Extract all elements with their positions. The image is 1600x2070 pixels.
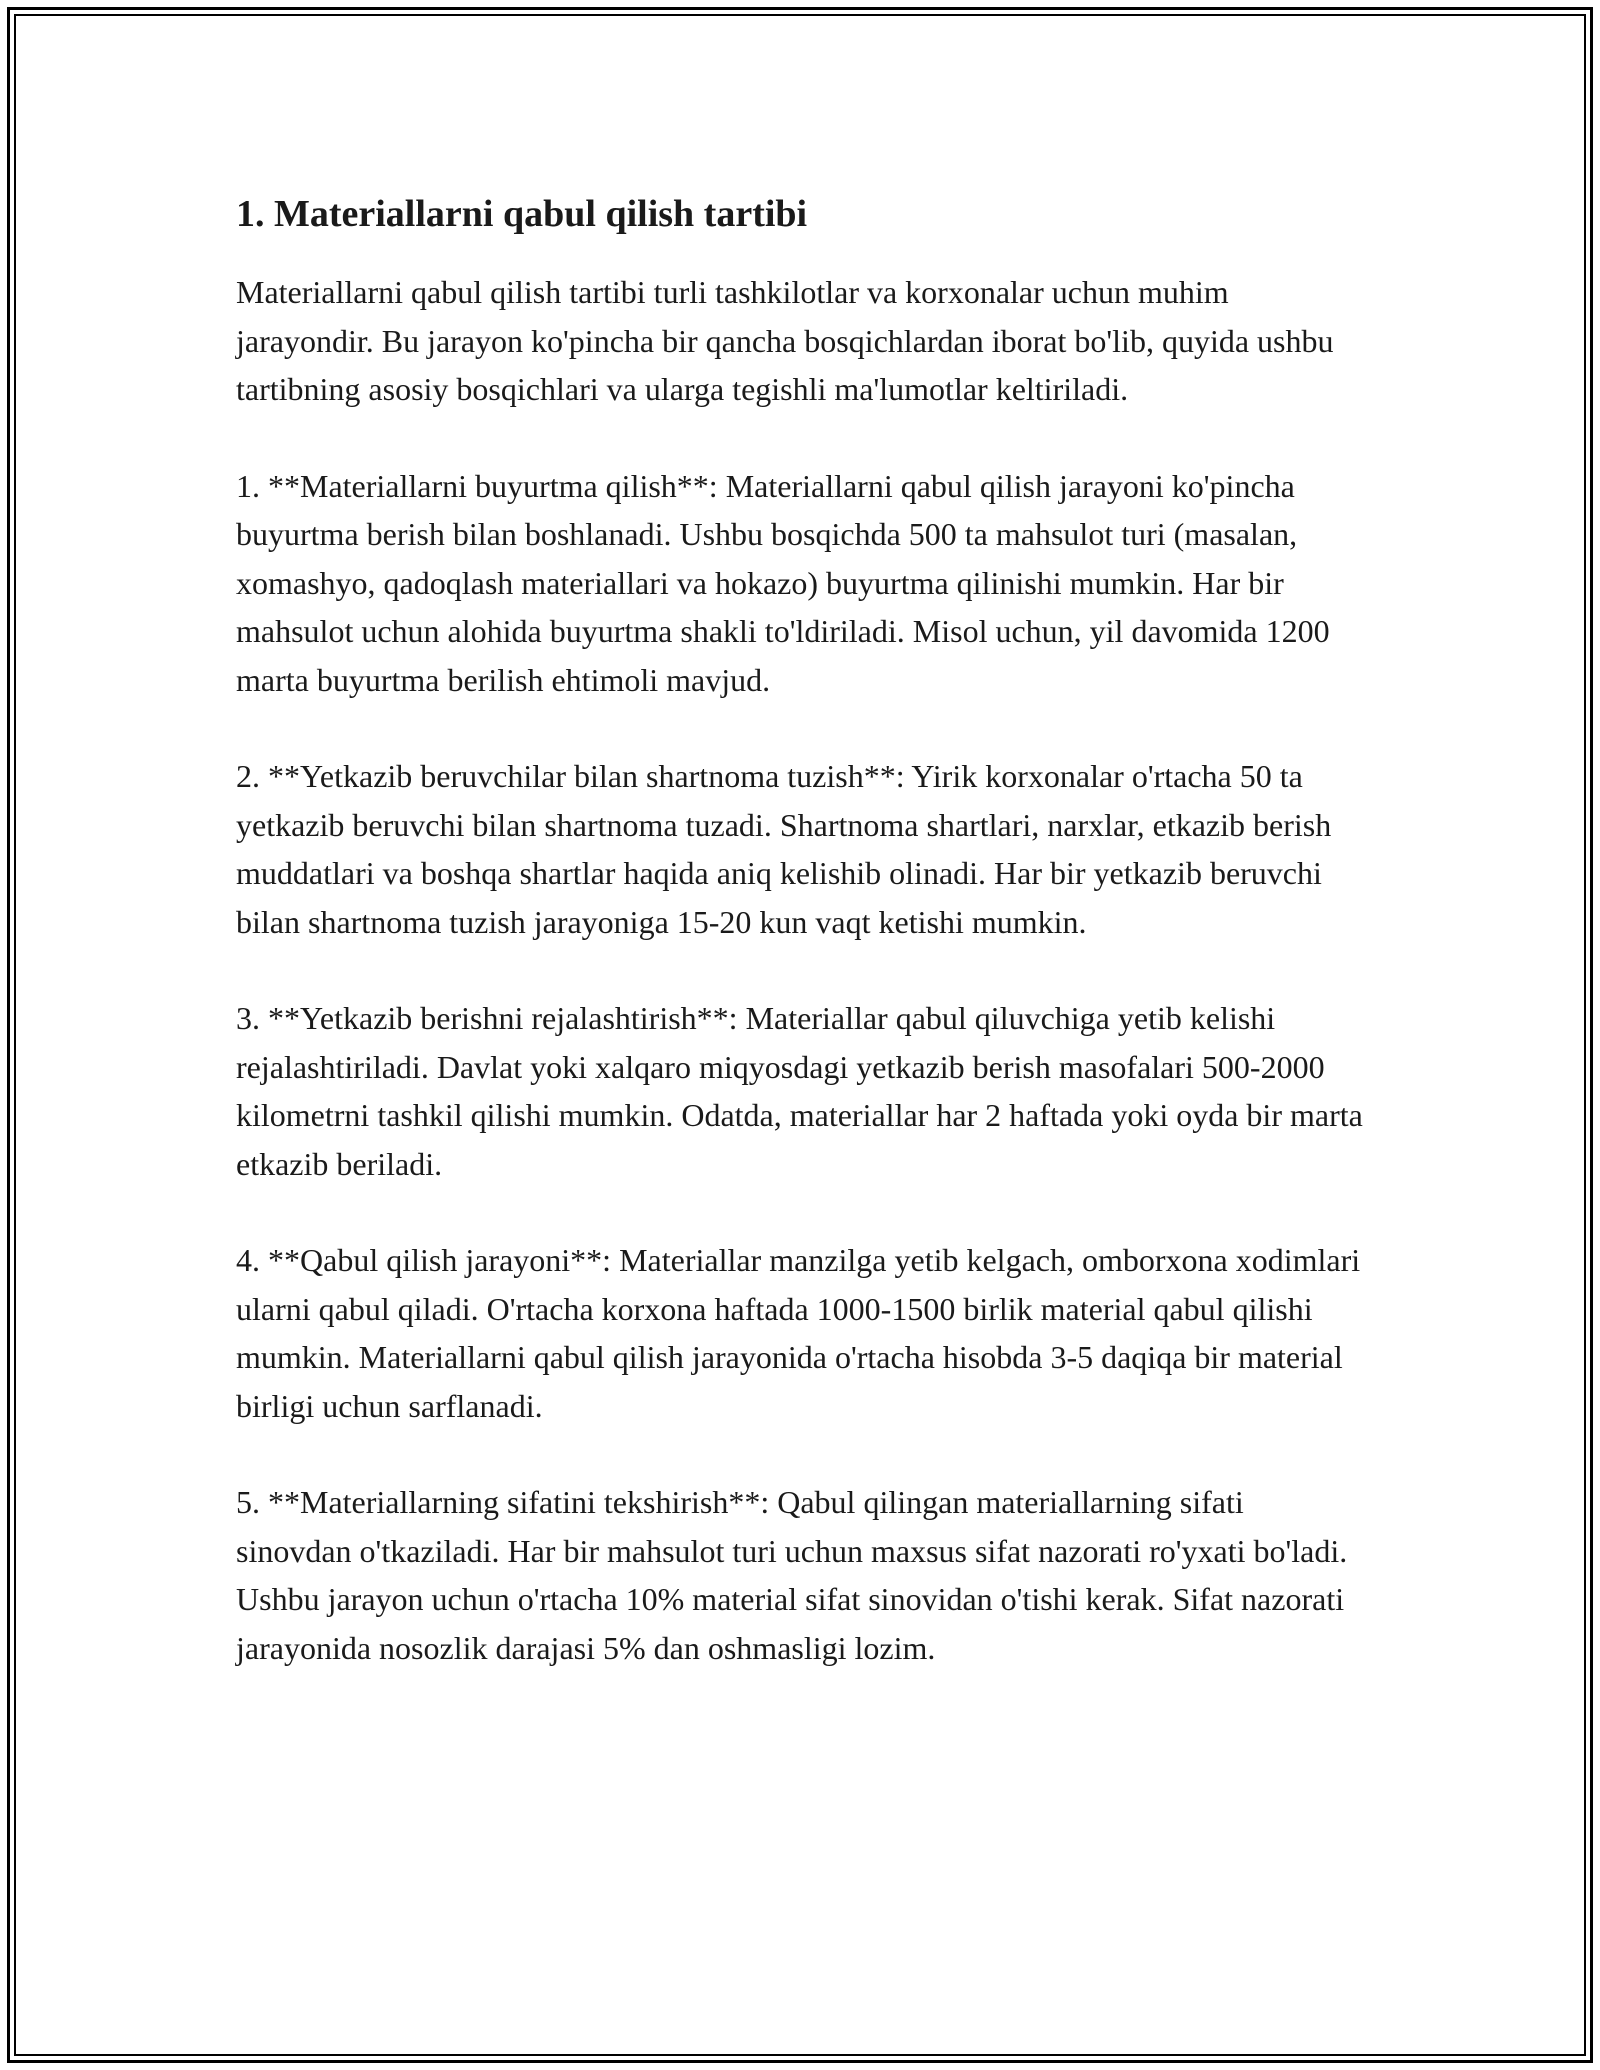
step-1-paragraph: 1. **Materiallarni buyurtma qilish**: Materiallarni qabul qilish jarayoni ko'pincha buyurtma berish bilan boshlanadi. Ushbu bosqichda 500 ta mahsulot turi (masalan, xomashyo, qadoqlash materiallari va hokazo) buyurtma qilinishi mumkin. Har bir mahsulot uchun alohida buyurtma shakli to'ldiriladi. Misol uchun, yil davomida 1200 marta buyurtma berilish ehtimoli mavjud.	[236, 467, 1330, 698]
step-4-paragraph: 4. **Qabul qilish jarayoni**: Materiallar manzilga yetib kelgach, omborxona xodimlari ularni qabul qiladi. O'rtacha korxona haftada 1000-1500 birlik material qabul qilishi mumkin. Materiallarni qabul qilish jarayonida o'rtacha hisobda 3-5 daqiqa bir material birligi uchun sarflanadi.	[236, 1242, 1361, 1424]
step-3-paragraph: 3. **Yetkazib berishni rejalashtirish**: Materiallar qabul qiluvchiga yetib kelishi rejalashtiriladi. Davlat yoki xalqaro miqyosdagi yetkazib berish masofalari 500-2000 kilometrni tashkil qilishi mumkin. Odatda, materiallar har 2 haftada yoki oyda bir marta etkazib beriladi.	[236, 1000, 1363, 1182]
document-body	[236, 188, 1366, 1720]
intro-paragraph: Materiallarni qabul qilish tartibi turli tashkilotlar va korxonalar uchun muhim jarayondir. Bu jarayon ko'pincha bir qancha bosqichlardan iborat bo'lib, quyida ushbu tartibning asosiy bosqichlari va ularga tegishli ma'lumotlar keltiriladi.	[236, 274, 1334, 407]
section-title: 1. Materiallarni qabul qilish tartibi	[236, 193, 808, 235]
step-2-paragraph: 2. **Yetkazib beruvchilar bilan shartnoma tuzish**: Yirik korxonalar o'rtacha 50 ta yetkazib beruvchi bilan shartnoma tuzadi. Shartnoma shartlari, narxlar, etkazib berish muddatlari va boshqa shartlar haqida aniq kelishib olinadi. Har bir yetkazib beruvchi bilan shartnoma tuzish jarayoniga 15-20 kun vaqt ketishi mumkin.	[236, 758, 1332, 940]
step-5-paragraph: 5. **Materiallarning sifatini tekshirish**: Qabul qilingan materiallarning sifati sinovdan o'tkaziladi. Har bir mahsulot turi uchun maxsus sifat nazorati ro'yxati bo'ladi. Ushbu jarayon uchun o'rtacha 10% material sifat sinovidan o'tishi kerak. Sifat nazorati jarayonida nosozlik darajasi 5% dan oshmasligi lozim.	[236, 1484, 1348, 1666]
